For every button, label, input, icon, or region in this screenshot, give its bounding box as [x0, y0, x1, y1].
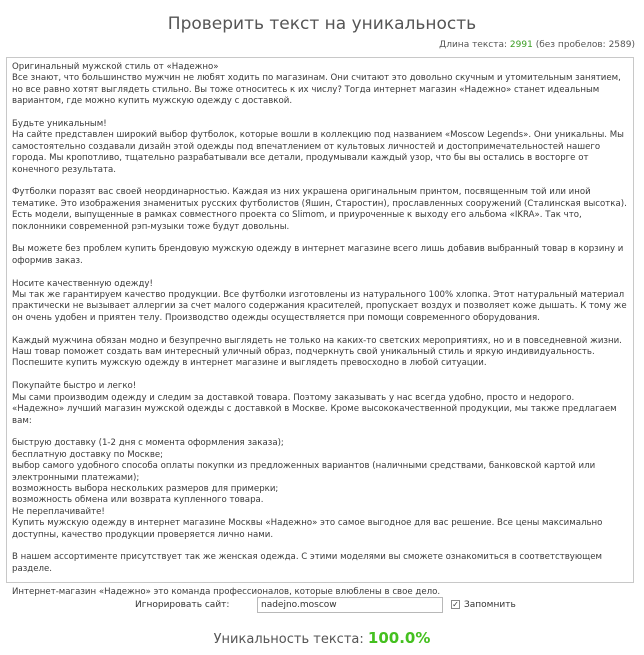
remember-label[interactable]: Запомнить	[464, 600, 516, 610]
text-length-label: Длина текста:	[439, 40, 508, 50]
text-paragraph: Будьте уникальным! На сайте представлен широкий выбор футболок, которые вошли в коллекцию под названием «Moscow Legends». Они уникальны. Мы самостоятельно создавали дизайн этой одежды под впечатлением от культовых личностей и достопримечательностей нашего города. Мы кропотливо, тщательно разрабатывали все детали, продумывали каждый узор, что бы вы остались в восторге от конечного результата.	[12, 119, 624, 175]
text-paragraph: Каждый мужчина обязан модно и безупречно выглядеть не только на каких-то светских мероприятиях, но и в повседневной жизни. Наш товар поможет создать вам интересный уличный образ, подчеркнуть свой уникальный стиль и яркую индивидуальность. Поспешите купить мужскую одежду в интернет магазине и выглядеть превосходно в любой ситуации.	[12, 335, 625, 369]
page-title: Проверить текст на уникальность	[167, 14, 477, 34]
remember-checkbox[interactable]: ✓	[452, 600, 459, 609]
text-paragraph: Оригинальный мужской стиль от «Надежно» Все знают, что большинство мужчин не любят ходить по магазинам. Они считают это довольно скучным и утомительным занятием, но все равно хотят выглядеть стильно. Вы тоже относитесь к их числу? Тогда интернет магазин «Надежно» станет идеальным вариантом, где можно купить мужскую одежду с доставкой.	[12, 62, 621, 107]
text-length-value: 2991	[509, 40, 533, 50]
uniqueness-value: 100.0%	[367, 629, 431, 647]
ignore-site-label: Игнорировать сайт:	[135, 600, 230, 610]
text-paragraph: Футболки поразят вас своей неординарностью. Каждая из них украшена оригинальным принтом, посвященным той или иной тематике. Это изображения знаменитых русских футболистов (Яшин, Старостин), прославленных сооружений (Сталинская высотка). Есть модели, выпущенные в рамках совместного проекта со Slimom, и приуроченные к выходу его альбома «IKRA». Так что, поклонники современной рэп-музыки тоже будут довольны.	[12, 187, 630, 232]
text-paragraph: В нашем ассортименте присутствует так же женская одежда. С этими моделями вы сможете ознакомиться в соответствующем разделе.	[12, 552, 605, 574]
text-paragraph: Носите качественную одежду! Мы так же гарантируем качество продукции. Все футболки изготовлены из натурального 100% хлопка. Этот натуральный материал практически не вызывает аллергии за счет малого содержания красителей, пропускает воздух и позволяет коже дышать. К тому же он очень удобен и приятен телу. Производство одежды осуществляется при помощи современного оборудования.	[12, 278, 627, 323]
ignore-site-input[interactable]	[257, 597, 443, 613]
text-paragraph: быструю доставку (1-2 дня с момента оформления заказа); бесплатную доставку по Москве; выбор самого удобного способа оплаты покупки из предложенных вариантов (наличными средствами, банковской картой или электронными платежами); возможность выбора нескольких размеров для примерки; возможность обмена или возврата купленного товара. Не переплачивайте! Купить мужскую одежду в интернет магазине Москвы «Надежно» это самое выгодное для вас решение. Все цены максимально доступны, качество продукции проверяется лично нами.	[12, 438, 603, 540]
ignore-site-row	[0, 597, 644, 615]
text-paragraph: Вы можете без проблем купить брендовую мужскую одежду в интернет магазине всего лишь добавив выбранный товар в корзину и оформив заказ.	[12, 244, 627, 266]
text-paragraph: Покупайте быстро и легко! Мы сами производим одежду и следим за доставкой товара. Поэтому заказывать у нас всегда удобно, просто и недорого. «Надежно» лучший магазин мужской одежды с доставкой в Москве. Кроме высококачественной продукции, мы также предлагаем вам:	[12, 381, 617, 426]
text-length-nospace: (без пробелов: 2589)	[535, 40, 635, 50]
uniqueness-label: Уникальность текста:	[213, 632, 364, 647]
text-paragraph: Интернет-магазин «Надежно» это команда профессионалов, которые влюблены в свое дело.	[12, 586, 441, 597]
text-length-info	[0, 38, 644, 52]
text-input-area[interactable]	[6, 57, 634, 597]
uniqueness-result	[0, 629, 644, 647]
